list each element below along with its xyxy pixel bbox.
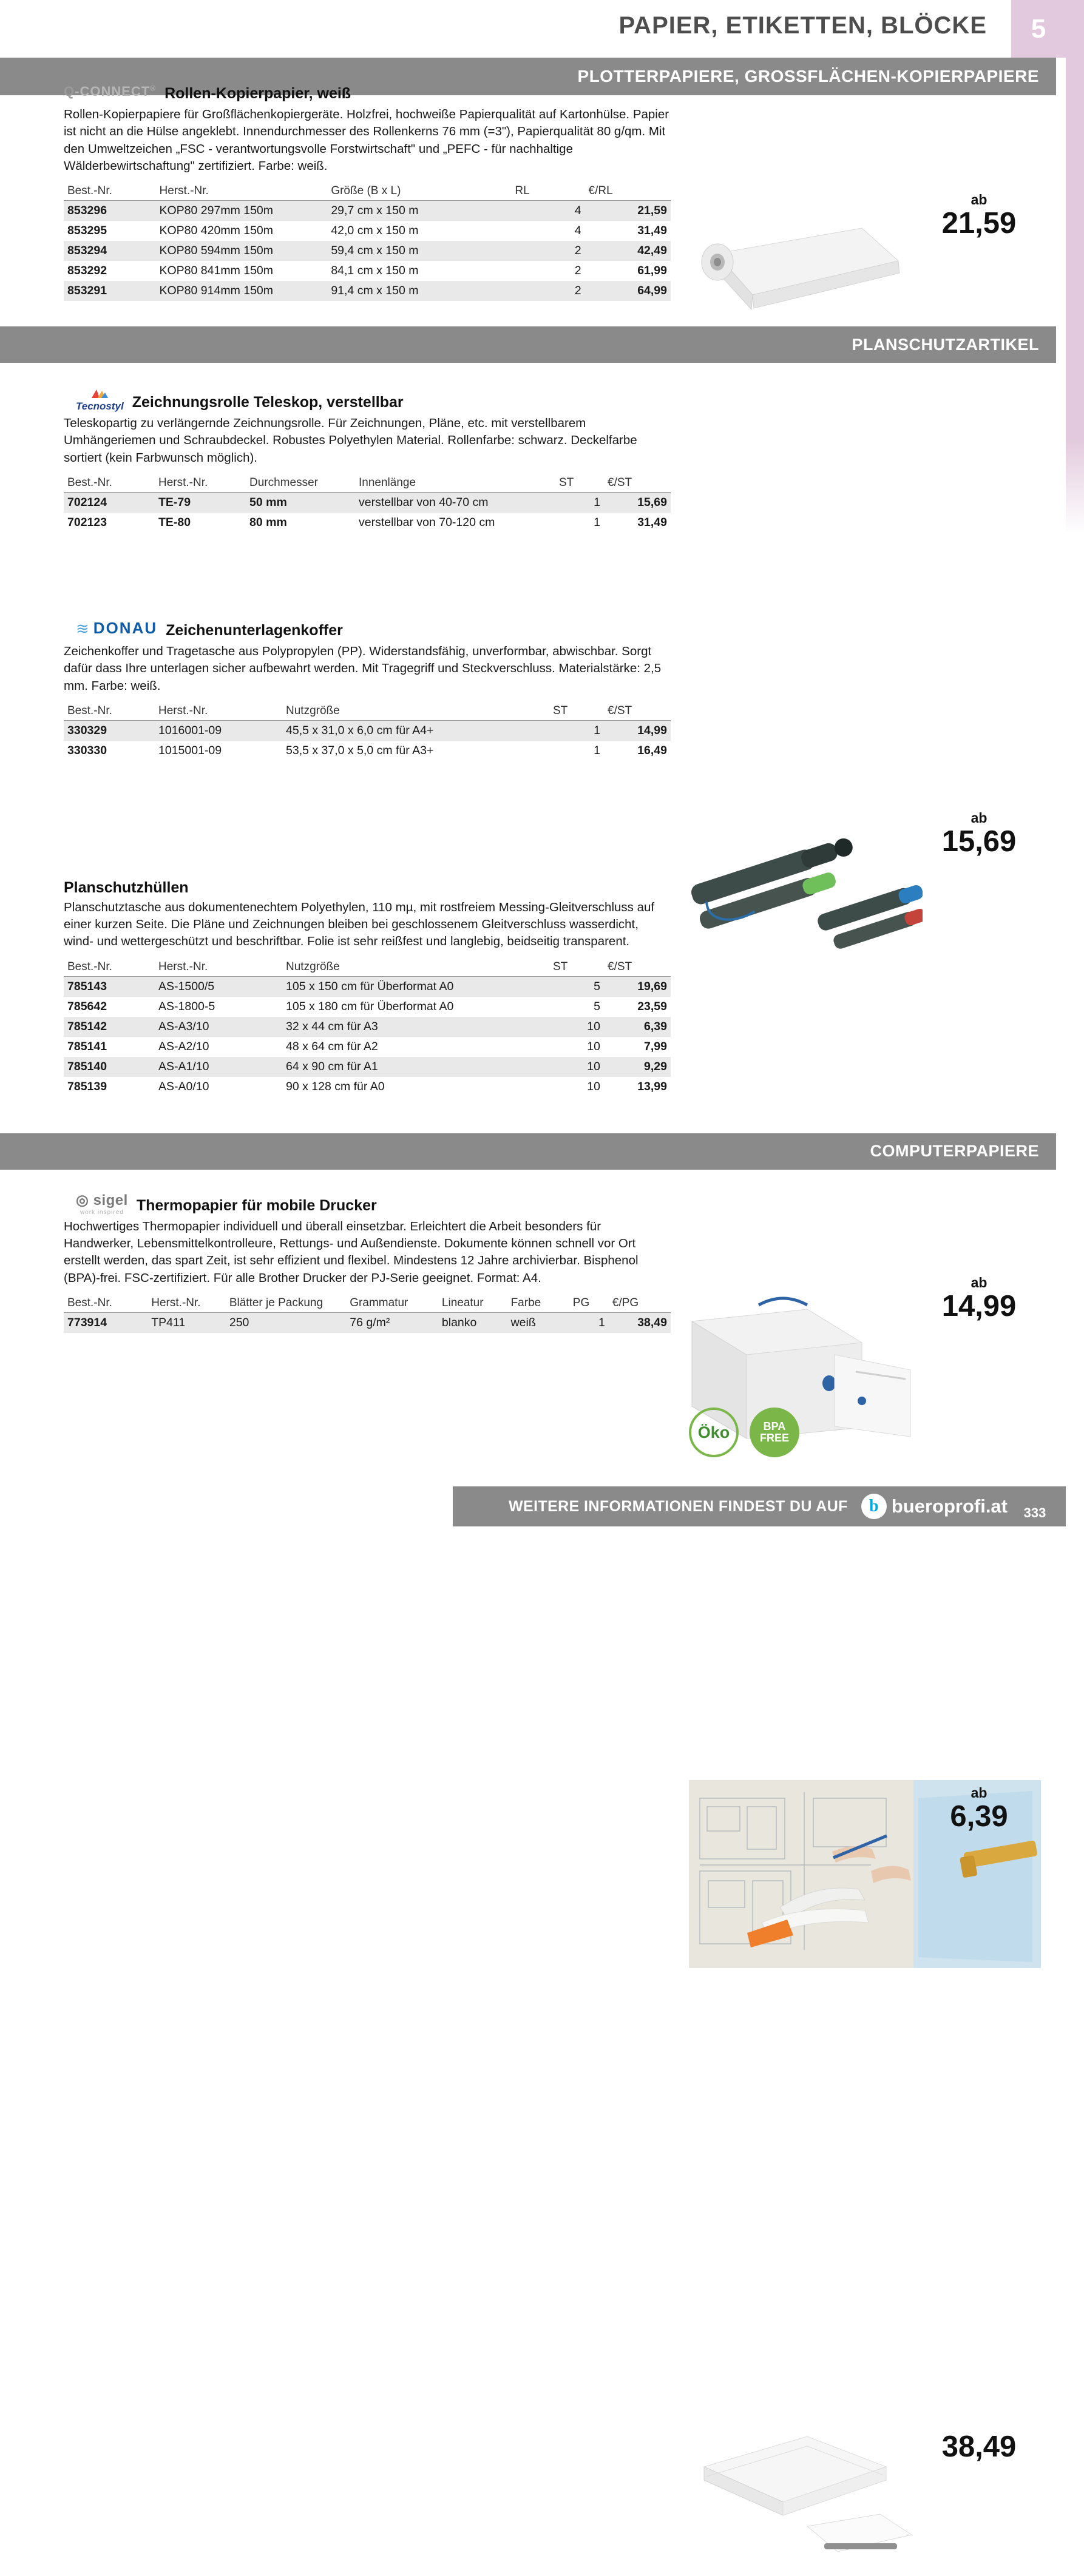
cell-st: 1 xyxy=(555,492,604,513)
cell-innenlaenge: verstellbar von 70-120 cm xyxy=(355,513,555,533)
table-header-row xyxy=(64,183,671,201)
article-table xyxy=(64,475,671,533)
cell-preis: 19,69 xyxy=(604,976,671,997)
col-st: ST xyxy=(549,959,604,977)
cell-st: 5 xyxy=(549,997,604,1017)
col-groesse: Größe (B x L) xyxy=(327,183,511,201)
cell-groesse: 91,4 cm x 150 m xyxy=(327,281,511,301)
bpa-line2: FREE xyxy=(759,1432,789,1444)
product-description: Planschutztasche aus dokumentenechtem Polyethylen, 110 mµ, mit rostfreiem Messing-Gleitverschluss auf einer kurzen Seite. Die Pläne und Zeichnungen bleiben bei geschlossenem Gleitverschluss wasserdicht, wind- und wettergeschützt und beschriftbar. Folie ist sehr reißfest und langlebig, beidseitig transparent. xyxy=(64,900,655,949)
donau-logo: ≋ DONAU xyxy=(76,619,158,638)
cell-bestnr: 853291 xyxy=(64,281,156,301)
bpa-line1: BPA xyxy=(763,1420,786,1433)
product-photo-thermal-paper xyxy=(686,2424,929,2576)
cell-bestnr: 330329 xyxy=(64,720,155,741)
product-description: Zeichenkoffer und Tragetasche aus Polypropylen (PP). Widerstandsfähig, unverformbar, abwischbar. Sorgt dafür dass Ihre unterlagen sicher aufbewahrt werden. Mit Tragegriff und Steckverschluss. Materialstärke: 2,5 mm. Farbe: weiß. xyxy=(64,644,662,693)
cell-preis: 31,49 xyxy=(604,513,671,533)
brand-row xyxy=(76,1193,737,1215)
cell-bestnr: 853296 xyxy=(64,201,156,221)
bueroprofi-logo[interactable] xyxy=(861,1494,1008,1519)
product-rollen-kopierpapier xyxy=(0,81,1084,301)
col-preis: €/PG xyxy=(609,1295,671,1313)
col-nutzgroesse: Nutzgröße xyxy=(282,703,549,721)
price-value: 6,39 xyxy=(950,1799,1008,1833)
cell-herstnr: AS-1800-5 xyxy=(155,997,282,1017)
cell-preis: 7,99 xyxy=(604,1037,671,1057)
sigel-logo: ◎ sigel work inspired xyxy=(76,1192,128,1216)
col-rl: RL xyxy=(511,183,584,201)
cell-rl: 2 xyxy=(511,281,584,301)
cell-st: 10 xyxy=(549,1017,604,1037)
cell-durchmesser: 80 mm xyxy=(246,513,355,533)
col-bestnr: Best.-Nr. xyxy=(64,703,155,721)
price-block-2 xyxy=(909,811,1049,857)
page-number: 333 xyxy=(1023,1505,1046,1520)
brand-row xyxy=(64,81,737,103)
col-herstnr: Herst.-Nr. xyxy=(155,703,282,721)
cell-st: 10 xyxy=(549,1037,604,1057)
cell-bestnr: 785142 xyxy=(64,1017,155,1037)
cell-nutzgroesse: 105 x 150 cm für Überformat A0 xyxy=(282,976,549,997)
article-table xyxy=(64,703,671,761)
cell-rl: 4 xyxy=(511,201,584,221)
page-footer xyxy=(0,1480,1084,1532)
section-bar-label: PLOTTERPAPIERE, GROSSFLÄCHEN-KOPIERPAPIERE xyxy=(577,67,1039,86)
col-pg: PG xyxy=(569,1295,609,1313)
col-preis: €/ST xyxy=(604,703,671,721)
bueroprofi-mark-icon: b xyxy=(861,1494,887,1519)
cell-preis: 13,99 xyxy=(604,1077,671,1097)
cell-herstnr: TE-79 xyxy=(155,492,246,513)
cell-bestnr: 853292 xyxy=(64,261,156,281)
table-row xyxy=(64,741,671,761)
cell-nutzgroesse: 45,5 x 31,0 x 6,0 cm für A4+ xyxy=(282,720,549,741)
cell-bestnr: 773914 xyxy=(64,1312,147,1333)
cell-bestnr: 702124 xyxy=(64,492,155,513)
cell-preis: 42,49 xyxy=(585,241,671,261)
cell-nutzgroesse: 90 x 128 cm für A0 xyxy=(282,1077,549,1097)
price-block-5 xyxy=(909,2430,1049,2463)
bueroprofi-wordmark: bueroprofi.at xyxy=(891,1495,1008,1517)
cell-groesse: 59,4 cm x 150 m xyxy=(327,241,511,261)
cell-preis: 14,99 xyxy=(604,720,671,741)
wave-icon: ≋ xyxy=(76,619,89,638)
table-row xyxy=(64,1057,671,1077)
col-preis: €/ST xyxy=(604,959,671,977)
col-innenlaenge: Innenlänge xyxy=(355,475,555,493)
table-header-row xyxy=(64,475,671,493)
cell-herstnr: KOP80 297mm 150m xyxy=(156,201,328,221)
product-title: Zeichenunterlagenkoffer xyxy=(166,621,343,639)
cell-bestnr: 785140 xyxy=(64,1057,155,1077)
col-herstnr: Herst.-Nr. xyxy=(155,475,246,493)
cell-bestnr: 785141 xyxy=(64,1037,155,1057)
table-row xyxy=(64,997,671,1017)
cell-nutzgroesse: 105 x 180 cm für Überformat A0 xyxy=(282,997,549,1017)
col-preis: €/RL xyxy=(585,183,671,201)
cell-preis: 38,49 xyxy=(609,1312,671,1333)
cell-herstnr: AS-A3/10 xyxy=(155,1017,282,1037)
table-header-row xyxy=(64,703,671,721)
col-preis: €/ST xyxy=(604,475,671,493)
cell-st: 10 xyxy=(549,1077,604,1097)
cell-herstnr: KOP80 914mm 150m xyxy=(156,281,328,301)
product-title: Rollen-Kopierpapier, weiß xyxy=(164,85,351,102)
price-value: 38,49 xyxy=(941,2430,1017,2463)
col-lineatur: Lineatur xyxy=(438,1295,507,1313)
cell-st: 10 xyxy=(549,1057,604,1077)
table-row xyxy=(64,976,671,997)
col-bestnr: Best.-Nr. xyxy=(64,1295,147,1313)
cell-preis: 23,59 xyxy=(604,997,671,1017)
col-herstnr: Herst.-Nr. xyxy=(155,959,282,977)
col-durchmesser: Durchmesser xyxy=(246,475,355,493)
cell-preis: 16,49 xyxy=(604,741,671,761)
table-row xyxy=(64,201,671,221)
col-bestnr: Best.-Nr. xyxy=(64,183,156,201)
cell-preis: 64,99 xyxy=(585,281,671,301)
cell-st: 1 xyxy=(549,720,604,741)
cell-herstnr: AS-A2/10 xyxy=(155,1037,282,1057)
cell-pg: 1 xyxy=(569,1312,609,1333)
product-description: Hochwertiges Thermopapier individuell und überall einsetzbar. Erleichtert die Arbeit besonders für Handwerker, Lebensmittelkontrolleure, Rettungs- und Außendienste. Dokumente können schnell vor Ort erstellt werden, das spart Zeit, ist sehr effizient und flexibel. Mindestens 12 Jahre archivierbar. Bisphenol (BPA)-frei. FSC-zertifiziert. Für alle Brother Drucker der PJ-Serie geeignet. Format: A4. xyxy=(64,1219,639,1285)
col-st: ST xyxy=(549,703,604,721)
cell-blaetter: 250 xyxy=(226,1312,346,1333)
table-row xyxy=(64,1037,671,1057)
cell-bestnr: 853295 xyxy=(64,221,156,241)
cell-nutzgroesse: 32 x 44 cm für A3 xyxy=(282,1017,549,1037)
bpa-free-badge xyxy=(750,1408,799,1457)
cell-st: 1 xyxy=(555,513,604,533)
product-photo-paper-roll xyxy=(680,217,916,332)
product-title: Planschutzhüllen xyxy=(64,878,189,896)
table-row xyxy=(64,261,671,281)
price-value: 14,99 xyxy=(941,1289,1017,1323)
cell-preis: 6,39 xyxy=(604,1017,671,1037)
cell-herstnr: AS-A0/10 xyxy=(155,1077,282,1097)
cell-bestnr: 853294 xyxy=(64,241,156,261)
cell-bestnr: 785139 xyxy=(64,1077,155,1097)
eco-badges xyxy=(689,1408,799,1457)
product-title: Zeichnungsrolle Teleskop, verstellbar xyxy=(132,394,404,411)
cell-nutzgroesse: 48 x 64 cm für A2 xyxy=(282,1037,549,1057)
col-nutzgroesse: Nutzgröße xyxy=(282,959,549,977)
cell-groesse: 29,7 cm x 150 m xyxy=(327,201,511,221)
col-blaetter: Blätter je Packung xyxy=(226,1295,346,1313)
table-row xyxy=(64,1312,671,1333)
col-herstnr: Herst.-Nr. xyxy=(147,1295,226,1313)
table-row xyxy=(64,1077,671,1097)
price-prefix: ab xyxy=(971,1274,987,1290)
product-title: Thermopapier für mobile Drucker xyxy=(136,1196,377,1214)
cell-preis: 15,69 xyxy=(604,492,671,513)
article-table xyxy=(64,1295,671,1333)
cell-bestnr: 785143 xyxy=(64,976,155,997)
price-value: 15,69 xyxy=(941,825,1017,858)
cell-nutzgroesse: 53,5 x 37,0 x 5,0 cm für A3+ xyxy=(282,741,549,761)
cell-rl: 2 xyxy=(511,261,584,281)
price-block-4 xyxy=(909,1786,1049,1832)
cell-herstnr: TE-80 xyxy=(155,513,246,533)
footer-text: WEITERE INFORMATIONEN FINDEST DU AUF xyxy=(509,1497,848,1515)
col-bestnr: Best.-Nr. xyxy=(64,475,155,493)
cell-bestnr: 330330 xyxy=(64,741,155,761)
cell-nutzgroesse: 64 x 90 cm für A1 xyxy=(282,1057,549,1077)
table-row xyxy=(64,281,671,301)
cell-rl: 2 xyxy=(511,241,584,261)
page-title: PAPIER, ETIKETTEN, BLÖCKE xyxy=(618,12,987,39)
price-value: 21,59 xyxy=(941,207,1017,240)
table-row xyxy=(64,513,671,533)
cell-st: 5 xyxy=(549,976,604,997)
brand-row xyxy=(76,618,737,639)
cell-innenlaenge: verstellbar von 40-70 cm xyxy=(355,492,555,513)
table-row xyxy=(64,492,671,513)
cell-farbe: weiß xyxy=(507,1312,569,1333)
product-description: Teleskopartig zu verlängernde Zeichnungsrolle. Für Zeichnungen, Pläne, etc. mit verstellbarem Umhängeriemen und Schraubdeckel. Robustes Polyethylen Material. Rollenfarbe: schwarz. Deckelfarbe sortiert (kein Farbwunsch möglich). xyxy=(64,416,637,465)
price-prefix: ab xyxy=(971,192,987,207)
cell-rl: 4 xyxy=(511,221,584,241)
table-header-row xyxy=(64,1295,671,1313)
cell-herstnr: KOP80 594mm 150m xyxy=(156,241,328,261)
page-header xyxy=(0,0,1084,58)
tecnostyl-mark-icon xyxy=(89,388,110,400)
cell-herstnr: KOP80 841mm 150m xyxy=(156,261,328,281)
section-bar-label: PLANSCHUTZARTIKEL xyxy=(852,335,1039,354)
col-grammatur: Grammatur xyxy=(346,1295,438,1313)
cell-lineatur: blanko xyxy=(438,1312,507,1333)
tecnostyl-logo: Tecnostyl xyxy=(76,389,124,411)
cell-groesse: 42,0 cm x 150 m xyxy=(327,221,511,241)
section-bar-computerpapiere xyxy=(0,1133,1056,1170)
price-prefix: ab xyxy=(971,810,987,826)
cell-preis: 61,99 xyxy=(585,261,671,281)
col-st: ST xyxy=(555,475,604,493)
cell-herstnr: KOP80 420mm 150m xyxy=(156,221,328,241)
brand-row xyxy=(76,389,737,411)
col-farbe: Farbe xyxy=(507,1295,569,1313)
price-prefix: ab xyxy=(971,1784,987,1801)
table-row xyxy=(64,720,671,741)
cell-preis: 31,49 xyxy=(585,221,671,241)
cell-herstnr: TP411 xyxy=(147,1312,226,1333)
cell-st: 1 xyxy=(549,741,604,761)
sigel-tagline: work inspired xyxy=(80,1209,124,1216)
cell-herstnr: 1016001-09 xyxy=(155,720,282,741)
table-row xyxy=(64,1017,671,1037)
cell-groesse: 84,1 cm x 150 m xyxy=(327,261,511,281)
oko-badge: Öko xyxy=(689,1408,739,1457)
qconnect-logo: Q-CONNECT® xyxy=(64,84,157,99)
section-bar-label: COMPUTERPAPIERE xyxy=(870,1142,1039,1161)
cell-bestnr: 785642 xyxy=(64,997,155,1017)
footer-bar xyxy=(453,1486,1066,1526)
cell-herstnr: AS-A1/10 xyxy=(155,1057,282,1077)
article-table xyxy=(64,959,671,1097)
col-bestnr: Best.-Nr. xyxy=(64,959,155,977)
cell-preis: 9,29 xyxy=(604,1057,671,1077)
table-row xyxy=(64,221,671,241)
cell-durchmesser: 50 mm xyxy=(246,492,355,513)
product-description: Rollen-Kopierpapiere für Großflächenkopiergeräte. Holzfrei, hochweiße Papierqualität auf Kartonhülse. Papier ist nicht an die Hülse angeklebt. Innendurchmesser des Rollenkerns 76 mm (=3"), Papierqualität 80 g/qm. Mit den Umweltzeichen „FSC - verantwortungsvolle Forstwirtschaft" und „PEFC - für nachhaltige Wälderbewirtschaftung" zertifiziert. Farbe: weiß. xyxy=(64,107,669,173)
cell-herstnr: AS-1500/5 xyxy=(155,976,282,997)
cell-preis: 21,59 xyxy=(585,201,671,221)
table-header-row xyxy=(64,959,671,977)
article-table xyxy=(64,183,671,301)
cell-herstnr: 1015001-09 xyxy=(155,741,282,761)
cell-grammatur: 76 g/m² xyxy=(346,1312,438,1333)
chapter-tab: 5 xyxy=(1011,0,1066,58)
col-herstnr: Herst.-Nr. xyxy=(156,183,328,201)
price-block-1 xyxy=(909,193,1049,239)
table-row xyxy=(64,241,671,261)
cell-bestnr: 702123 xyxy=(64,513,155,533)
